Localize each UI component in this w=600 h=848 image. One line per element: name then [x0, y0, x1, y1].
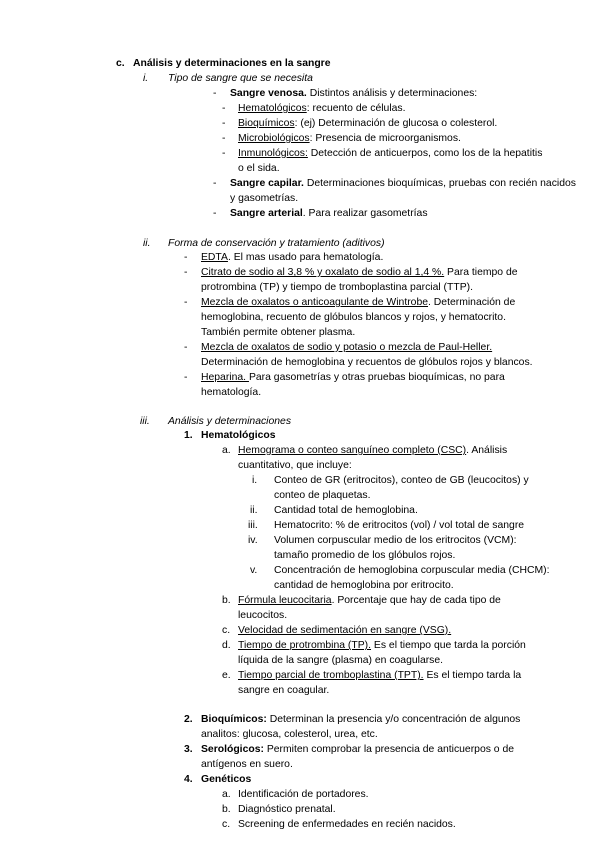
list-item: Fórmula leucocitaria. Porcentaje que hay de cada tipo de [238, 595, 501, 606]
list-item: Bioquímicos: (ej) Determinación de glucosa o colesterol. [238, 118, 498, 129]
list-item: Identificación de portadores. [238, 789, 369, 800]
dash-bullet: - [222, 103, 226, 114]
list-item: Sangre arterial. Para realizar gasometrías [230, 208, 428, 219]
numbered-marker: 3. [184, 744, 193, 755]
letter-marker: d. [222, 640, 231, 651]
list-item: Cantidad total de hemoglobina. [274, 505, 418, 516]
letter-marker: b. [222, 804, 231, 815]
list-item-continuation: hemoglobina, recuento de glóbulos blancos y rojos, y hematocrito. [201, 312, 506, 323]
list-item: Sangre venosa. Distintos análisis y determinaciones: [230, 88, 478, 99]
dash-bullet: - [222, 133, 226, 144]
list-item: Heparina. Para gasometrías y otras pruebas bioquímicas, no para [201, 372, 505, 383]
list-item: Velocidad de sedimentación en sangre (VSG). [238, 625, 452, 636]
roman-marker: ii. [250, 505, 258, 516]
sub-i-marker: i. [143, 73, 149, 84]
roman-marker: v. [250, 565, 258, 576]
list-item: Hemograma o conteo sanguíneo completo (CSC). Análisis [238, 445, 508, 456]
list-item: Microbiológicos: Presencia de microorganismos. [238, 133, 461, 144]
list-item-continuation: conteo de plaquetas. [274, 490, 371, 501]
numbered-marker: 1. [184, 430, 193, 441]
list-item-continuation: Determinación de hemoglobina y recuentos de glóbulos rojos y blancos. [201, 357, 533, 368]
numbered-marker: 4. [184, 774, 193, 785]
list-item-continuation: tamaño promedio de los glóbulos rojos. [274, 550, 456, 561]
list-item-continuation: y gasometrías. [230, 193, 299, 204]
letter-marker: e. [222, 670, 231, 681]
list-item: Hematocrito: % de eritrocitos (vol) / vol total de sangre [274, 520, 525, 531]
geneticos-heading: Genéticos [201, 774, 252, 785]
letter-marker: c. [222, 625, 231, 636]
list-item: Inmunológicos: Detección de anticuerpos, como los de la hepatitis [238, 148, 543, 159]
dash-bullet: - [213, 88, 217, 99]
list-item-continuation: líquida de la sangre (plasma) en coagularse. [238, 655, 444, 666]
dash-bullet: - [184, 372, 188, 383]
letter-marker: b. [222, 595, 231, 606]
list-item: Screening de enfermedades en recién nacidos. [238, 819, 456, 830]
roman-marker: iv. [248, 535, 258, 546]
letter-marker: a. [222, 445, 231, 456]
list-item-continuation: analitos: glucosa, colesterol, urea, etc. [201, 729, 378, 740]
roman-marker: i. [252, 475, 258, 486]
dash-bullet: - [184, 267, 188, 278]
list-item-continuation: También permite obtener plasma. [201, 327, 356, 338]
list-item: Mezcla de oxalatos o anticoagulante de Wintrobe. Determinación de [201, 297, 516, 308]
sub-iii-title: Análisis y determinaciones [168, 416, 292, 427]
section-title: Análisis y determinaciones en la sangre [133, 58, 331, 69]
dash-bullet: - [222, 148, 226, 159]
list-item-continuation: sangre en coagular. [238, 685, 330, 696]
dash-bullet: - [213, 208, 217, 219]
hematologicos-heading: Hematológicos [201, 430, 276, 441]
letter-marker: c. [222, 819, 231, 830]
list-item-continuation: leucocitos. [238, 610, 288, 621]
list-item-continuation: protrombina (TP) y tiempo de tromboplastina parcial (TTP). [201, 282, 473, 293]
dash-bullet: - [184, 252, 188, 263]
list-item-continuation: hematología. [201, 387, 262, 398]
list-item: Hematológicos: recuento de células. [238, 103, 406, 114]
list-item-continuation: o el sida. [238, 163, 280, 174]
section-marker: c. [116, 58, 125, 69]
list-item: Conteo de GR (eritrocitos), conteo de GB (leucocitos) y [274, 475, 529, 486]
list-item-continuation: cantidad de hemoglobina por eritrocito. [274, 580, 454, 591]
list-item: Citrato de sodio al 3,8 % y oxalato de sodio al 1,4 %. Para tiempo de [201, 267, 518, 278]
list-item-continuation: cuantitativo, que incluye: [238, 460, 352, 471]
dash-bullet: - [213, 178, 217, 189]
dash-bullet: - [222, 118, 226, 129]
list-item: Tiempo parcial de tromboplastina (TPT). Es el tiempo tarda la [238, 670, 522, 681]
list-item-continuation: antígenos en suero. [201, 759, 293, 770]
list-item: Sangre capilar. Determinaciones bioquímicas, pruebas con recién nacidos [230, 178, 576, 189]
sub-iii-marker: iii. [140, 416, 150, 427]
roman-marker: iii. [248, 520, 258, 531]
sub-ii-marker: ii. [143, 238, 151, 249]
sub-i-title: Tipo de sangre que se necesita [168, 73, 313, 84]
list-item: Serológicos: Permiten comprobar la presencia de anticuerpos o de [201, 744, 515, 755]
list-item: Tiempo de protrombina (TP). Es el tiempo que tarda la porción [238, 640, 526, 651]
list-item: Volumen corpuscular medio de los eritrocitos (VCM): [274, 535, 517, 546]
numbered-marker: 2. [184, 714, 193, 725]
list-item: Concentración de hemoglobina corpuscular media (CHCM): [274, 565, 550, 576]
letter-marker: a. [222, 789, 231, 800]
sub-ii-title: Forma de conservación y tratamiento (aditivos) [168, 238, 385, 249]
list-item: Diagnóstico prenatal. [238, 804, 336, 815]
list-item: Mezcla de oxalatos de sodio y potasio o mezcla de Paul-Heller. [201, 342, 493, 353]
dash-bullet: - [184, 297, 188, 308]
list-item: EDTA. El mas usado para hematología. [201, 252, 384, 263]
dash-bullet: - [184, 342, 188, 353]
list-item: Bioquímicos: Determinan la presencia y/o concentración de algunos [201, 714, 521, 725]
